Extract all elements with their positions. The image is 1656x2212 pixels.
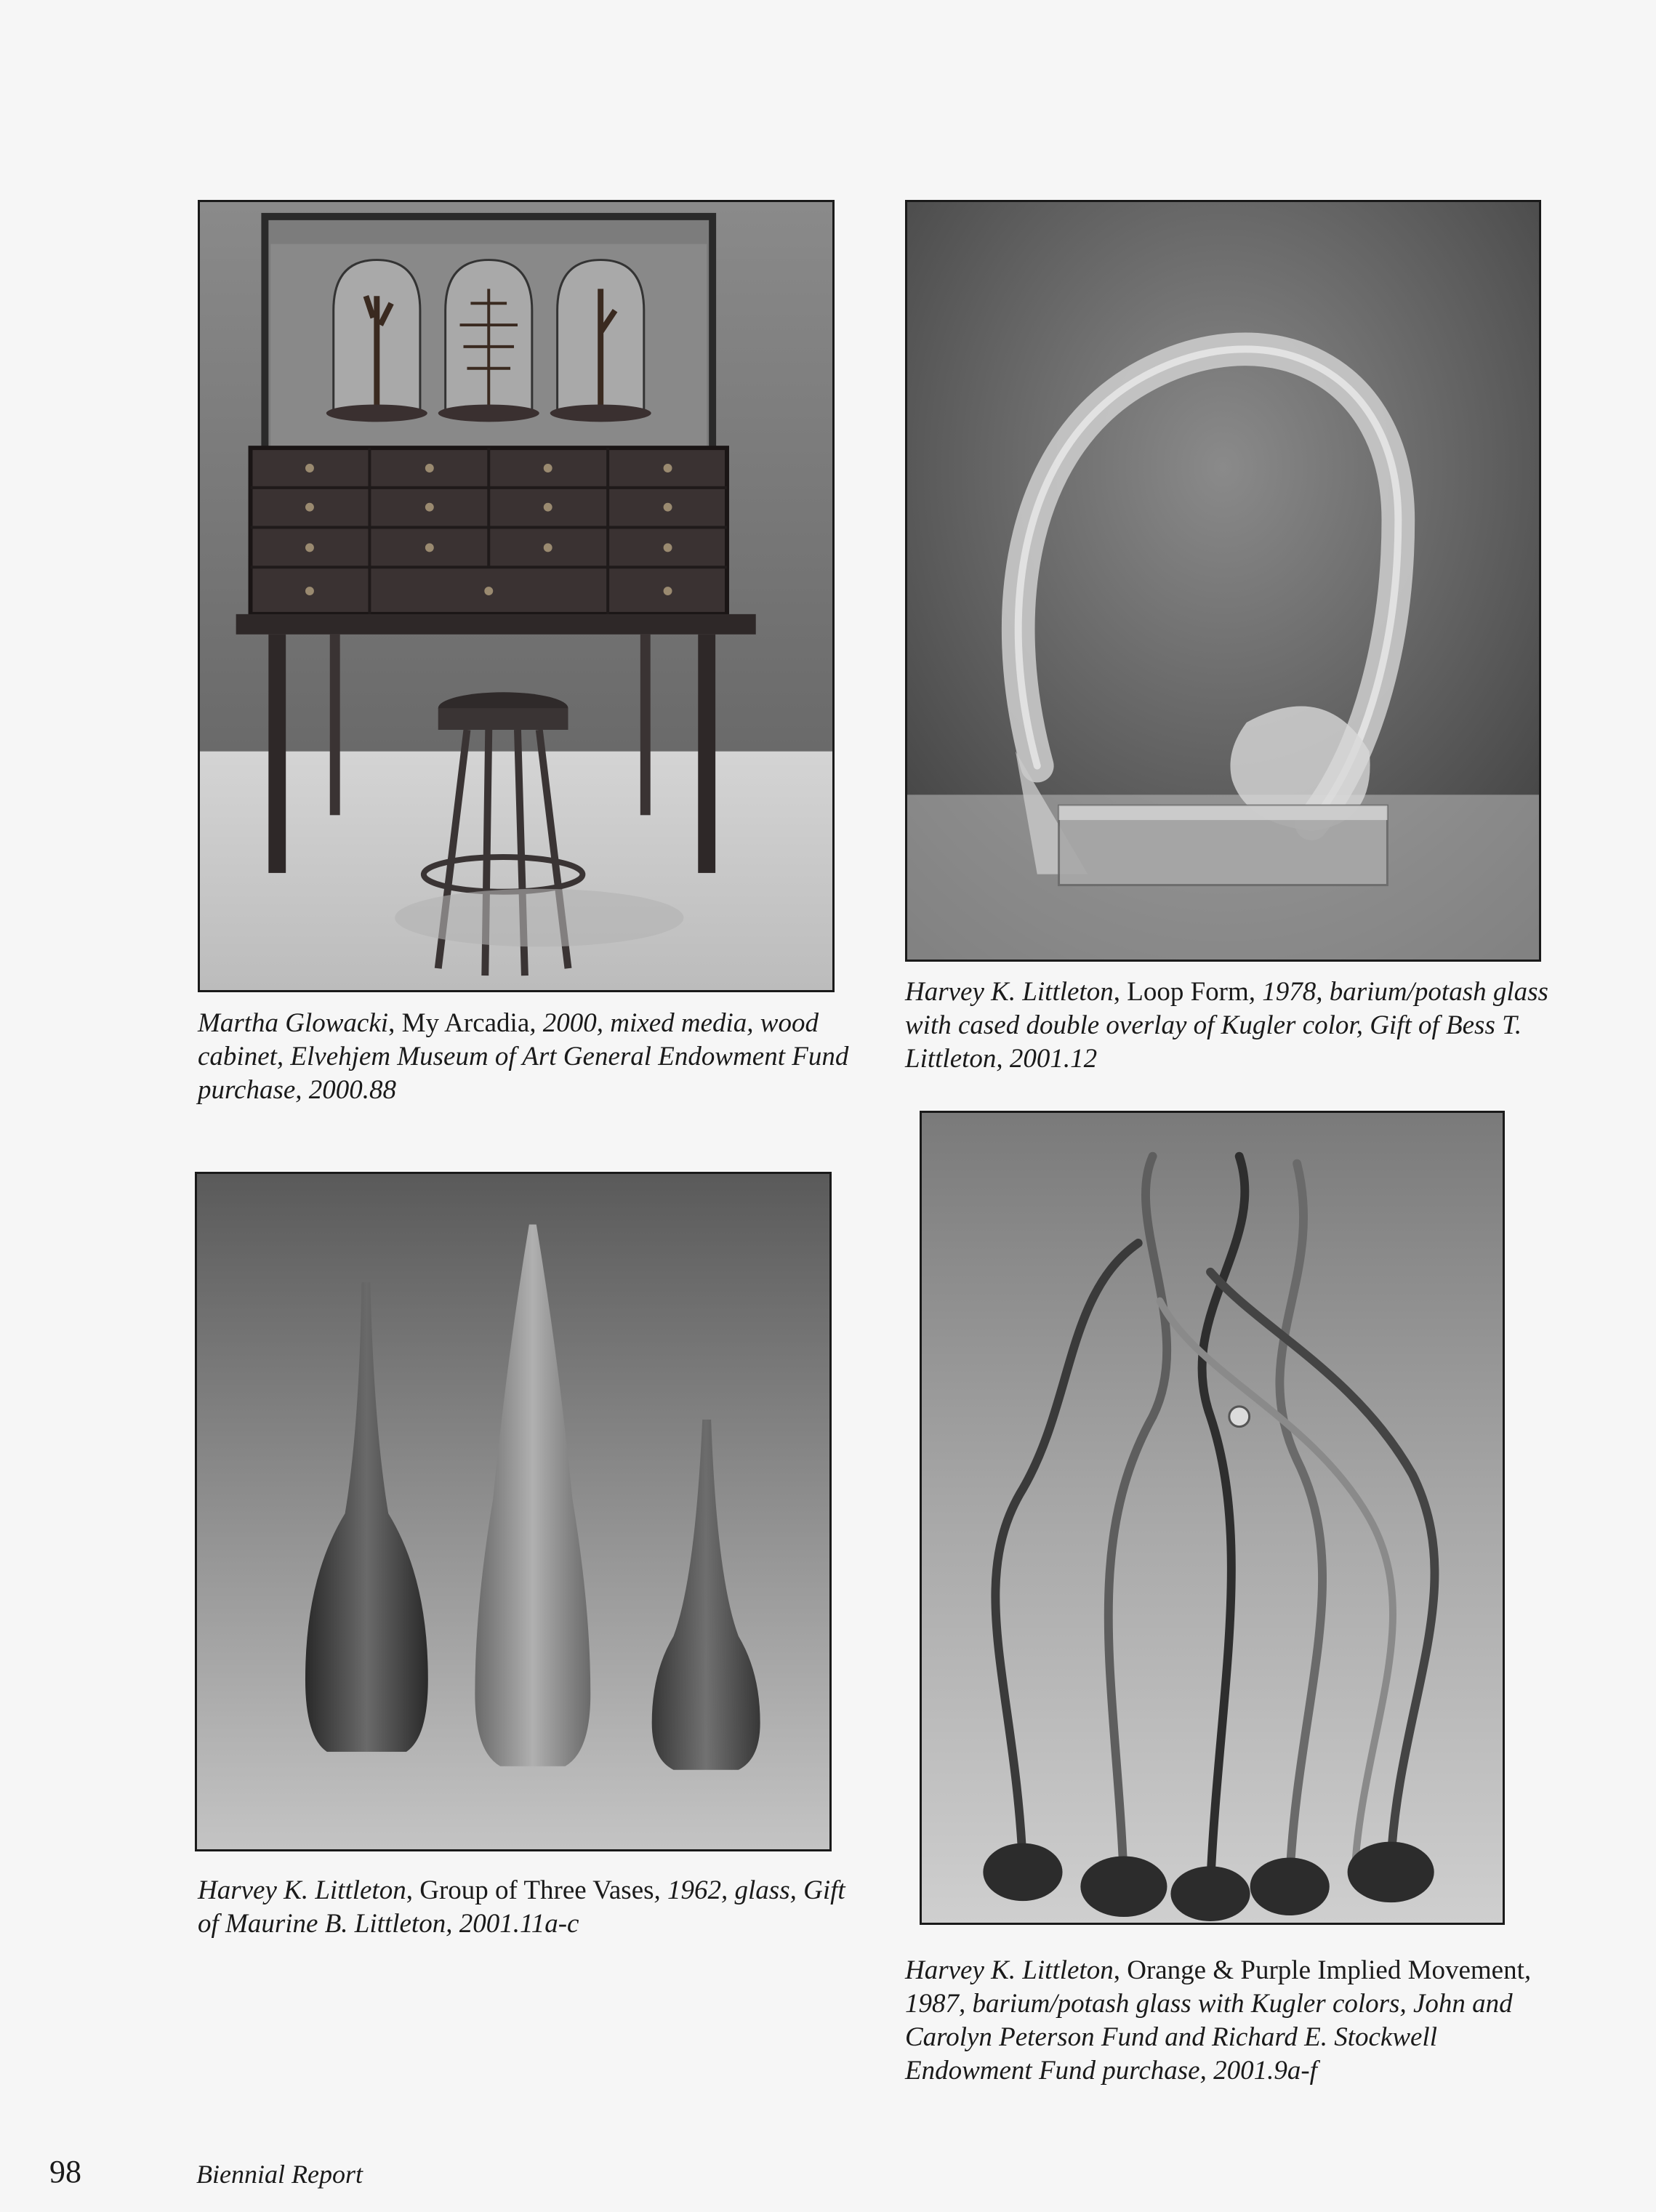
caption-artist: Harvey K. Littleton	[905, 1955, 1114, 1985]
running-title: Biennial Report	[196, 2160, 363, 2189]
caption-title: Group of Three Vases	[419, 1875, 654, 1905]
caption-title: My Arcadia	[401, 1008, 530, 1038]
caption-loop-form	[905, 976, 1559, 1076]
photo-my-arcadia	[198, 200, 835, 992]
caption-artist: Harvey K. Littleton	[198, 1875, 406, 1905]
caption-sep: ,	[1113, 1955, 1128, 1985]
photo-loop-form	[905, 200, 1541, 962]
photo-implied-movement	[920, 1111, 1505, 1925]
caption-details: , 1987, barium/potash glass with Kugler colors, John and Carolyn Peterson Fund and Richard E. Stockwell Endowment Fund purchase, 2001.9a-f	[905, 1955, 1532, 2086]
caption-details: , 2000, mixed media, wood cabinet, Elvehjem Museum of Art General Endowment Fund purchase, 2000.88	[198, 1008, 849, 1105]
caption-sep: ,	[388, 1008, 402, 1038]
caption-artist: Martha Glowacki	[198, 1008, 389, 1038]
caption-details: , 1962, glass, Gift of Maurine B. Littleton, 2001.11a-c	[198, 1875, 845, 1939]
page-number: 98	[49, 2154, 81, 2189]
caption-title: Loop Form	[1127, 977, 1249, 1007]
three-vases-illustration	[197, 1174, 829, 1849]
caption-sep: ,	[406, 1875, 420, 1905]
my-arcadia-illustration	[200, 202, 832, 990]
caption-three-vases	[198, 1874, 852, 1941]
photo-three-vases	[195, 1172, 832, 1851]
show-through-text	[909, 1105, 916, 1139]
caption-details: , 1978, barium/potash glass with cased double overlay of Kugler color, Gift of Bess T. Littleton, 2001.12	[905, 977, 1548, 1074]
caption-title: Orange & Purple Implied Movement	[1127, 1955, 1524, 1985]
caption-implied-movement	[905, 1954, 1559, 2088]
caption-my-arcadia	[198, 1007, 852, 1107]
loop-form-illustration	[907, 202, 1539, 960]
caption-sep: ,	[1113, 977, 1128, 1007]
implied-movement-illustration	[922, 1113, 1503, 1923]
caption-artist: Harvey K. Littleton	[905, 977, 1114, 1007]
